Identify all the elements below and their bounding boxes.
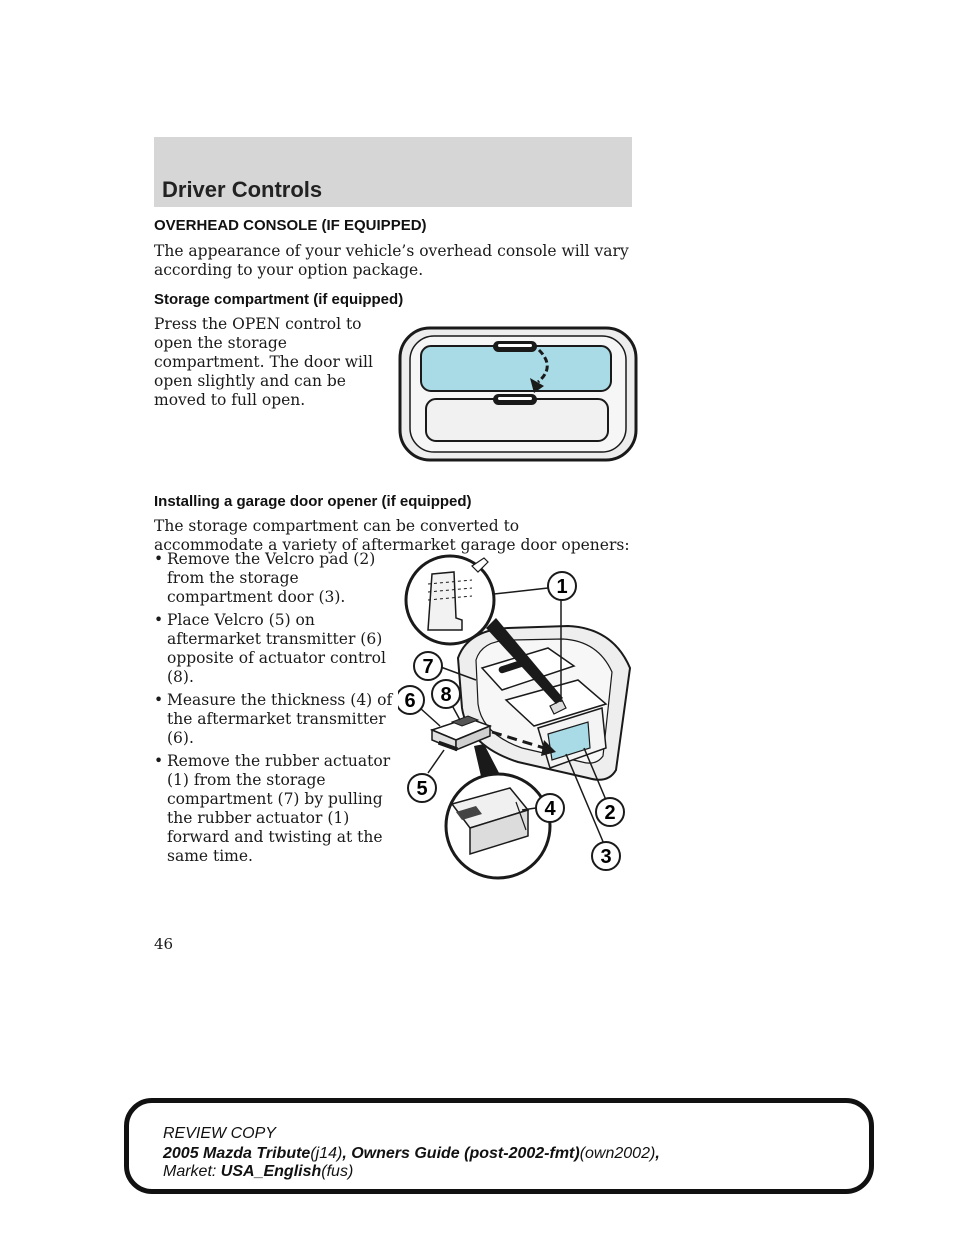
footer-review-copy: REVIEW COPY (163, 1125, 276, 1142)
heading-garage-door-opener: Installing a garage door opener (if equipped) (154, 493, 472, 510)
list-item: • Remove the Velcro pad (2) from the storage compartment door (3). (154, 550, 376, 606)
para-storage-compartment: Press the OPEN control to open the storage compartment. The door will open slightly and can be moved to full open. (154, 315, 373, 409)
page-number: 46 (154, 935, 174, 953)
callout-2-label: 2 (604, 802, 616, 824)
garage-opener-diagram (398, 548, 638, 888)
heading-overhead-console: OVERHEAD CONSOLE (IF EQUIPPED) (154, 217, 427, 234)
lower-compartment (426, 399, 608, 441)
heading-storage-compartment: Storage compartment (if equipped) (154, 291, 404, 308)
list-item: • Place Velcro (5) on aftermarket transmitter (6) opposite of actuator control (8). (154, 611, 386, 686)
storage-compartment-door (421, 346, 611, 391)
para-overhead-console: The appearance of your vehicle’s overhead console will vary according to your option package. (154, 242, 629, 279)
callout-4-label: 4 (544, 798, 556, 820)
instruction-list (154, 550, 394, 870)
storage-compartment-diagram (396, 322, 642, 468)
callout-7-label: 7 (422, 656, 434, 678)
footer-market-line: Market: USA_English(fus) (163, 1163, 354, 1180)
callout-3-label: 3 (600, 846, 612, 868)
para-garage-door-opener: The storage compartment can be converted to accommodate a variety of aftermarket garage door openers: (154, 517, 630, 554)
callout-5-label: 5 (416, 778, 428, 800)
callout-8-label: 8 (440, 684, 452, 706)
list-item: • Remove the rubber actuator (1) from the storage compartment (7) by pulling the rubber actuator (1) forward and twisting at the same time. (154, 752, 391, 865)
callout-1-label: 1 (556, 576, 568, 598)
list-item: • Measure the thickness (4) of the aftermarket transmitter (6). (154, 691, 393, 747)
section-header-band (154, 137, 632, 207)
callout-6-label: 6 (404, 690, 416, 712)
section-title: Driver Controls (162, 177, 323, 202)
footer-publication-line: 2005 Mazda Tribute(j14), Owners Guide (post-2002-fmt)(own2002), (163, 1145, 660, 1162)
